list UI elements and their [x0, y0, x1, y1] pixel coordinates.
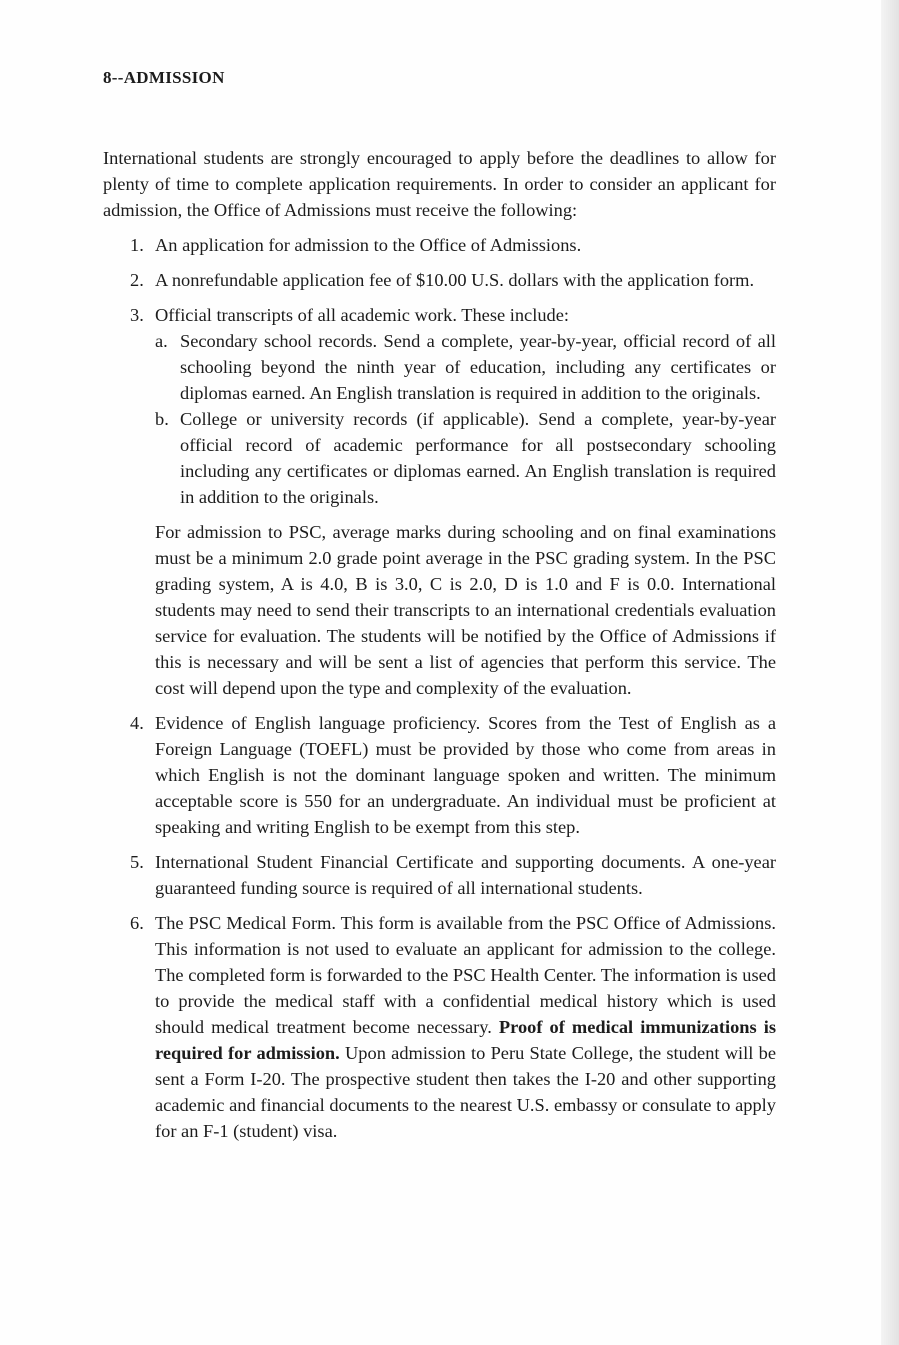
- item-text: Evidence of English language proficiency. Scores from the Test of English as a Foreign Language (TOEFL) must be provided by those who come from areas in which English is not the dominant language spoken and written. The minimum acceptable score is 550 for an undergraduate. An individual must be proficient at speaking and writing English to be exempt from this step.: [155, 713, 776, 837]
- list-item: [103, 232, 776, 258]
- item-text: The PSC Medical Form. This form is available from the PSC Office of Admissions. This information is not used to evaluate an applicant for admission to the college. The completed form is forwarded to the PSC Health Center. The information is used to provide the medical staff with a confidential medical history which is used should medical treatment become necessary.: [155, 913, 776, 1037]
- list-item: [103, 849, 776, 901]
- list-item: [103, 910, 776, 1144]
- requirements-list: [103, 232, 776, 1144]
- sub-list: [155, 328, 776, 510]
- item-text: An application for admission to the Office of Admissions.: [155, 235, 582, 255]
- section-header: 8--ADMISSION: [103, 68, 225, 87]
- item-text: Official transcripts of all academic work. These include:: [155, 305, 569, 325]
- grading-note: For admission to PSC, average marks during schooling and on final examinations must be a minimum 2.0 grade point average in the PSC grading system. In the PSC grading system, A is 4.0, B is 3.0, C is 2.0, D is 1.0 and F is 0.0. International students may need to send their transcripts to an international credentials evaluation service for evaluation. The students will be notified by the Office of Admissions if this is necessary and will be sent a list of agencies that perform this service. The cost will depend upon the type and complexity of the evaluation.: [155, 522, 776, 698]
- immunization-requirement: Proof of medical immunizations is required for admission.: [155, 1017, 776, 1063]
- page-edge-shadow: [881, 0, 899, 1345]
- sub-list-item: [155, 328, 776, 406]
- sub-item-text: College or university records (if applicable). Send a complete, year-by-year official record of academic performance for all postsecondary schooling including any certificates or diplomas earned. An English translation is required in addition to the originals.: [180, 409, 776, 507]
- item-number: 4.: [130, 713, 144, 733]
- item-text: A nonrefundable application fee of $10.00 U.S. dollars with the application form.: [155, 270, 755, 290]
- list-item: [103, 267, 776, 293]
- list-item: [103, 302, 776, 701]
- item-number: 1.: [130, 235, 144, 255]
- sub-item-text: Secondary school records. Send a complete, year-by-year, official record of all schooling beyond the ninth year of education, including any certificates or diplomas earned. An English translation is required in addition to the originals.: [180, 331, 776, 403]
- sub-item-letter: a.: [155, 331, 168, 351]
- item-text: International Student Financial Certificate and supporting documents. A one-year guaranteed funding source is required of all international students.: [155, 852, 776, 898]
- sub-item-letter: b.: [155, 409, 169, 429]
- item-number: 6.: [130, 913, 144, 933]
- sub-list-item: [155, 406, 776, 510]
- intro-paragraph: International students are strongly encouraged to apply before the deadlines to allow for plenty of time to complete application requirements. In order to consider an applicant for admission, the Office of Admissions must receive the following:: [103, 148, 776, 220]
- item-number: 2.: [130, 270, 144, 290]
- item-number: 5.: [130, 852, 144, 872]
- page-body: [103, 145, 776, 1144]
- list-item: [103, 710, 776, 840]
- item-number: 3.: [130, 305, 144, 325]
- item-text: Upon admission to Peru State College, the student will be sent a Form I-20. The prospective student then takes the I-20 and other supporting academic and financial documents to the nearest U.S. embassy or consulate to apply for an F-1 (student) visa.: [155, 1043, 776, 1141]
